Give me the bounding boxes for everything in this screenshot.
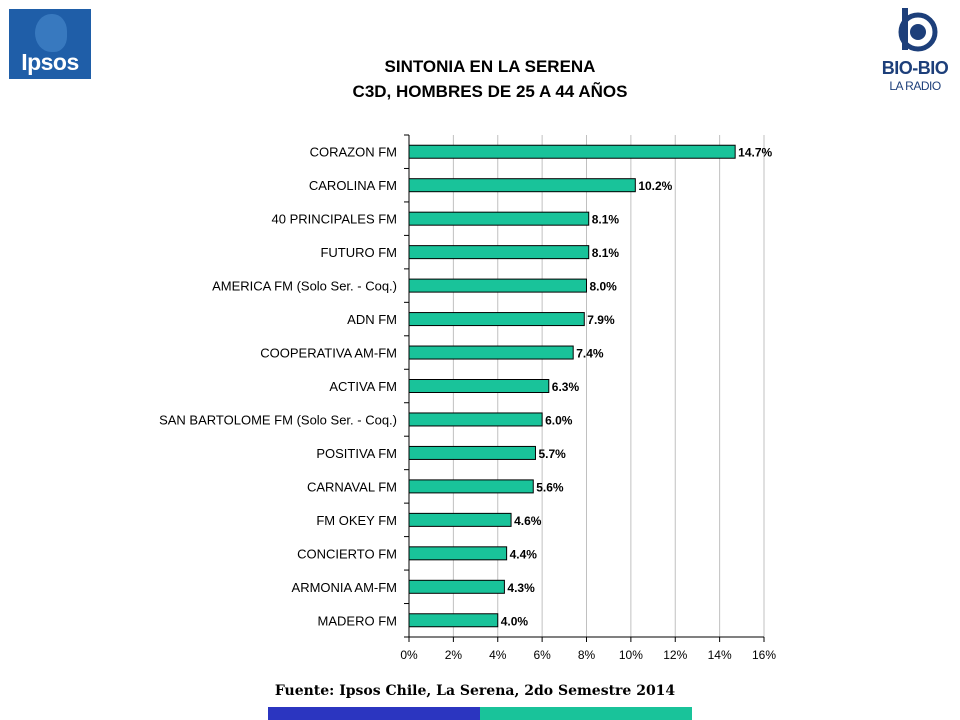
- category-label: CONCIERTO FM: [297, 546, 397, 562]
- bar: [409, 279, 587, 292]
- bar: [409, 246, 589, 259]
- bar: [409, 179, 635, 192]
- chart-subtitle: C3D, HOMBRES DE 25 A 44 AÑOS: [352, 82, 628, 101]
- data-label: 8.1%: [591, 246, 620, 261]
- bar: [409, 580, 504, 593]
- bar: [409, 547, 507, 560]
- ipsos-logo-text: Ipsos: [21, 49, 79, 75]
- data-label: 4.6%: [514, 513, 542, 528]
- data-label: 6.0%: [545, 413, 573, 428]
- bar: [409, 145, 735, 158]
- chart-title: SINTONIA EN LA SERENA: [384, 57, 596, 76]
- bar: [409, 513, 511, 526]
- category-label: AMERICA FM (Solo Ser. - Coq.): [212, 278, 397, 294]
- data-label: 8.0%: [589, 279, 617, 294]
- category-label: CARNAVAL FM: [306, 479, 397, 495]
- data-label: 8.1%: [591, 212, 620, 227]
- data-label: 14.7%: [738, 145, 773, 160]
- category-label: FM OKEY FM: [316, 512, 397, 528]
- bar: [409, 313, 584, 326]
- source-note: Fuente: Ipsos Chile, La Serena, 2do Semestre 2014: [274, 683, 676, 699]
- bar: [409, 480, 533, 493]
- x-tick-label: 4%: [489, 648, 507, 662]
- category-label: SAN BARTOLOME FM (Solo Ser. - Coq.): [159, 412, 397, 428]
- x-tick-label: 16%: [751, 648, 777, 662]
- biobio-logo-text: BIO-BIO: [881, 58, 949, 78]
- footer-bar-teal: [480, 707, 692, 720]
- bar: [409, 446, 535, 459]
- data-label: 7.9%: [587, 313, 615, 328]
- x-tick-label: 8%: [577, 648, 596, 662]
- bar: [409, 346, 573, 359]
- category-label: ARMONIA AM-FM: [291, 579, 397, 595]
- bar: [409, 212, 589, 225]
- x-tick-label: 6%: [533, 648, 551, 662]
- x-tick-label: 12%: [663, 648, 688, 662]
- footer-bar-blue: [268, 707, 480, 720]
- category-label: FUTURO FM: [320, 245, 397, 261]
- x-tick-label: 0%: [400, 648, 418, 662]
- data-label: 4.4%: [509, 547, 537, 562]
- category-label: 40 PRINCIPALES FM: [271, 211, 397, 227]
- bar: [409, 614, 498, 627]
- data-label: 7.4%: [576, 346, 604, 361]
- category-label: ACTIVA FM: [329, 379, 397, 394]
- category-label: CAROLINA FM: [308, 178, 397, 194]
- data-label: 5.6%: [536, 480, 564, 495]
- x-tick-label: 10%: [618, 648, 643, 662]
- category-label: MADERO FM: [317, 613, 397, 629]
- biobio-logo-subtext: LA RADIO: [889, 79, 941, 93]
- bar: [409, 413, 542, 426]
- x-tick-label: 14%: [707, 648, 732, 662]
- category-label: CORAZON FM: [309, 144, 397, 160]
- category-label: ADN FM: [347, 312, 397, 328]
- x-tick-label: 2%: [444, 648, 463, 662]
- category-label: POSITIVA FM: [316, 445, 397, 461]
- data-label: 5.7%: [538, 446, 566, 461]
- data-label: 4.0%: [500, 614, 529, 629]
- data-label: 10.2%: [638, 179, 673, 194]
- data-label: 6.3%: [551, 380, 580, 394]
- data-label: 4.3%: [507, 580, 535, 595]
- category-label: COOPERATIVA AM-FM: [260, 345, 397, 361]
- bar: [409, 380, 549, 393]
